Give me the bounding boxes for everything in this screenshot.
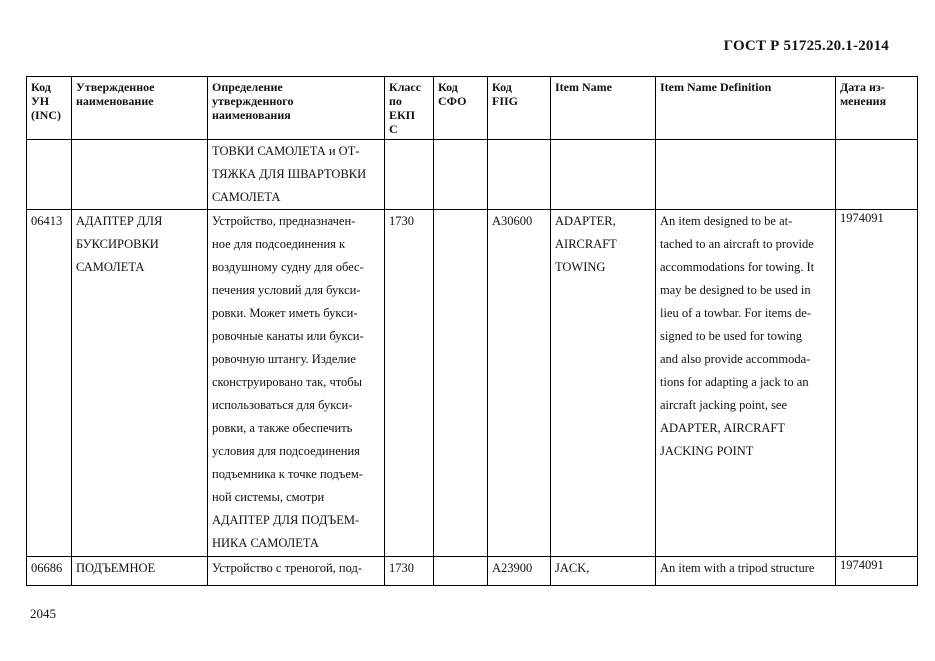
cell-text-line: ное для подсоединения к	[212, 237, 346, 251]
header-text-line: Item Name Definition	[660, 80, 772, 94]
cell-text-line: accommodations for towing. It	[660, 260, 815, 274]
cell-text-line: tached to an aircraft to provide	[660, 237, 814, 251]
table-row	[27, 140, 918, 210]
cell-text-line: ТЯЖКА ДЛЯ ШВАРТОВКИ	[212, 167, 367, 181]
cell-text-line: ПОДЪЕМНОЕ	[76, 561, 156, 575]
cell-text-line: and also provide accommoda-	[660, 352, 811, 366]
header-fiig-code	[488, 77, 551, 140]
header-text-line: Код	[438, 80, 458, 94]
cell-approved-name	[72, 210, 208, 557]
cell-inc	[27, 140, 72, 210]
cell-text-line: ТОВКИ САМОЛЕТА и ОТ-	[212, 144, 360, 158]
cell-text-line: 1730	[389, 561, 414, 575]
cell-text-line: JACK,	[555, 561, 590, 575]
header-text-line: Код	[492, 80, 512, 94]
cell-change-date	[836, 557, 918, 586]
cell-text-line: JACKING POINT	[660, 444, 754, 458]
cell-text-line: НИКА САМОЛЕТА	[212, 536, 319, 550]
cell-ekps-class	[385, 210, 434, 557]
cell-change-date	[836, 140, 918, 210]
cell-text-line: tions for adapting a jack to an	[660, 375, 809, 389]
table-row	[27, 557, 918, 586]
cell-ekps-class	[385, 140, 434, 210]
header-text-line: FIIG	[492, 94, 519, 108]
cell-text-line: 1730	[389, 214, 414, 228]
cell-text-line: воздушному судну для обес-	[212, 260, 364, 274]
header-text-line: УН	[31, 94, 50, 108]
cell-sfo-code	[434, 140, 488, 210]
cell-text-line: ADAPTER,	[555, 214, 616, 228]
cell-fiig-code	[488, 140, 551, 210]
header-text-line: утвержденного	[212, 94, 294, 108]
cell-item-name	[551, 557, 656, 586]
cell-text-line: печения условий для букси-	[212, 283, 361, 297]
cell-text-line: ровочные канаты или букси-	[212, 329, 364, 343]
cell-approved-name-definition	[208, 210, 385, 557]
cell-text-line: lieu of a towbar. For items de-	[660, 306, 812, 320]
page-number: 2045	[30, 606, 56, 621]
cell-item-name-definition	[656, 557, 836, 586]
cell-text-line: использоваться для букси-	[212, 398, 353, 412]
cell-sfo-code	[434, 557, 488, 586]
cell-text-line: Устройство, предназначен-	[212, 214, 356, 228]
cell-ekps-class	[385, 557, 434, 586]
cell-text-line: aircraft jacking point, see	[660, 398, 788, 412]
catalog-table	[26, 76, 918, 586]
header-text-line: С	[389, 122, 398, 136]
cell-text-line: АДАПТЕР ДЛЯ ПОДЪЕМ-	[212, 513, 360, 527]
table-header-row	[27, 77, 918, 140]
cell-sfo-code	[434, 210, 488, 557]
cell-text-line: 06686	[31, 561, 63, 575]
cell-text-line: сконструировано так, чтобы	[212, 375, 363, 389]
header-text-line: (INC)	[31, 108, 61, 122]
cell-text-line: ровки, а также обеспечить	[212, 421, 353, 435]
header-text-line: Класс	[389, 80, 422, 94]
cell-text-line: 06413	[31, 214, 63, 228]
header-text-line: по	[389, 94, 402, 108]
cell-text-line: ровки. Может иметь букси-	[212, 306, 358, 320]
cell-text-line: may be designed to be used in	[660, 283, 811, 297]
header-text-line: СФО	[438, 94, 467, 108]
header-inc	[27, 77, 72, 140]
cell-change-date	[836, 210, 918, 557]
cell-item-name	[551, 140, 656, 210]
cell-text-line: 1974091	[840, 558, 884, 572]
header-text-line: Утвержденное	[76, 80, 155, 94]
header-text-line: Дата из-	[840, 80, 885, 94]
cell-text-line: A23900	[492, 561, 533, 575]
cell-text-line: САМОЛЕТА	[76, 260, 145, 274]
cell-text-line: БУКСИРОВКИ	[76, 237, 159, 251]
cell-inc	[27, 557, 72, 586]
header-item-name-definition	[656, 77, 836, 140]
header-text-line: Item Name	[555, 80, 612, 94]
cell-text-line: условия для подсоединения	[212, 444, 360, 458]
cell-text-line: signed to be used for towing	[660, 329, 802, 343]
cell-approved-name	[72, 140, 208, 210]
cell-text-line: A30600	[492, 214, 533, 228]
cell-text-line: TOWING	[555, 260, 606, 274]
cell-inc	[27, 210, 72, 557]
table-row	[27, 210, 918, 557]
cell-text-line: АДАПТЕР ДЛЯ	[76, 214, 163, 228]
cell-fiig-code	[488, 210, 551, 557]
cell-approved-name-definition	[208, 557, 385, 586]
document-standard-number: ГОСТ Р 51725.20.1-2014	[723, 38, 889, 54]
cell-approved-name	[72, 557, 208, 586]
header-text-line: Код	[31, 80, 51, 94]
cell-text-line: An item designed to be at-	[660, 214, 793, 228]
cell-text-line: ADAPTER, AIRCRAFT	[660, 421, 786, 435]
header-text-line: наименования	[212, 108, 291, 122]
cell-item-name-definition	[656, 140, 836, 210]
header-approved-name	[72, 77, 208, 140]
cell-item-name	[551, 210, 656, 557]
header-sfo-code	[434, 77, 488, 140]
header-text-line: ЕКП	[389, 108, 416, 122]
header-text-line: Определение	[212, 80, 283, 94]
cell-text-line: ной системы, смотри	[212, 490, 325, 504]
header-ekps-class	[385, 77, 434, 140]
cell-text-line: ровочную штангу. Изделие	[212, 352, 356, 366]
cell-text-line: AIRCRAFT	[555, 237, 617, 251]
header-text-line: менения	[840, 94, 887, 108]
cell-approved-name-definition	[208, 140, 385, 210]
header-approved-name-definition	[208, 77, 385, 140]
cell-item-name-definition	[656, 210, 836, 557]
cell-text-line: Устройство с треногой, под-	[212, 561, 363, 575]
cell-fiig-code	[488, 557, 551, 586]
header-item-name	[551, 77, 656, 140]
cell-text-line: САМОЛЕТА	[212, 190, 281, 204]
cell-text-line: 1974091	[840, 211, 884, 225]
cell-text-line: An item with a tripod structure	[660, 561, 815, 575]
header-change-date	[836, 77, 918, 140]
cell-text-line: подъемника к точке подъем-	[212, 467, 363, 481]
header-text-line: наименование	[76, 94, 154, 108]
